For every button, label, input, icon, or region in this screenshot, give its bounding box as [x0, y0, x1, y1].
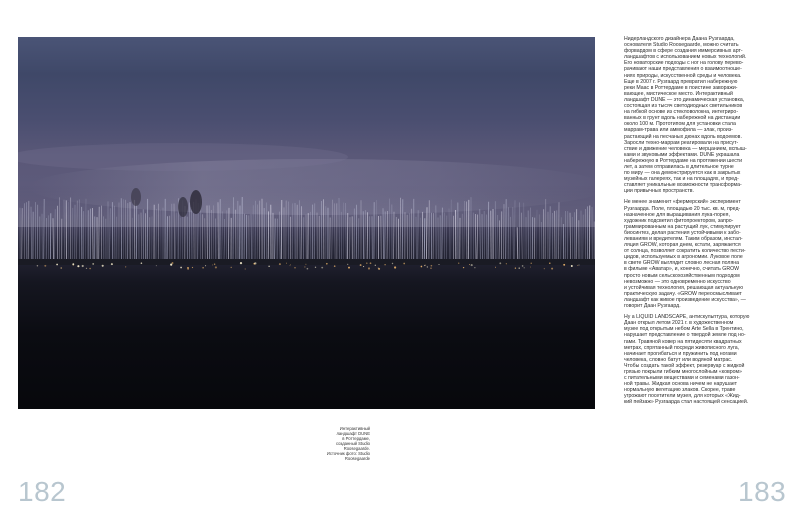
text-line: человека, словно батут или водяной матрас. [624, 356, 733, 363]
text-line: музейных галереях, так и на площадях, и пред- [624, 176, 739, 183]
text-line: с питательными веществами и семенами газон- [624, 375, 740, 382]
caption-line: Roosegaarde. [343, 446, 370, 451]
city-light [549, 263, 550, 264]
light-stalk [510, 217, 511, 261]
text-line: невозможно — это одновременно искусство [624, 278, 731, 285]
city-light [321, 267, 323, 269]
city-light [375, 265, 376, 266]
city-light [86, 268, 87, 269]
city-light [515, 267, 516, 268]
city-light [474, 267, 475, 268]
city-light [439, 264, 440, 265]
city-light [430, 267, 432, 269]
city-light [125, 266, 126, 267]
text-line: ставляет уникальные возможности трансформа- [624, 182, 742, 189]
text-line: маррам-трава или аммофила — злак, произ- [624, 127, 733, 134]
text-line: ландшафт как живое произведение искусства», — [624, 296, 746, 303]
horizon-line [18, 259, 595, 265]
light-stalk [310, 212, 311, 261]
city-light [469, 264, 470, 265]
city-light [56, 264, 58, 266]
city-light [499, 262, 501, 264]
text-line: Еще в 2007 г. Рузгаард превратил набережную [624, 78, 738, 85]
city-light [268, 266, 269, 267]
text-line: в свете GROW выглядит словно лесная поляна [624, 260, 740, 267]
city-light [378, 268, 379, 269]
city-light [403, 263, 405, 265]
city-light [82, 265, 84, 267]
city-light [424, 265, 425, 266]
city-light [366, 262, 368, 264]
text-line: практическую задачу. «GROW переосмысливает [624, 290, 742, 297]
light-stalk [281, 200, 282, 261]
city-light [506, 263, 507, 264]
city-light [156, 265, 157, 266]
caption-line: Roosegaarde [344, 456, 370, 461]
text-line: ствие и движение человека — мерцанием, вспыш- [624, 145, 747, 152]
page-number-left: 182 [18, 476, 67, 507]
light-stalk [426, 207, 427, 261]
light-stalk [418, 210, 419, 261]
city-light [305, 264, 306, 265]
text-line: метрах, спрятанный посреди живописного луга, [624, 344, 740, 351]
light-stalk [482, 214, 483, 261]
city-light [240, 262, 242, 264]
city-light [524, 267, 525, 268]
city-light [231, 267, 232, 268]
text-line: набережную в Роттердаме на протяжении шести [624, 157, 743, 164]
light-stalk [22, 208, 23, 261]
light-stalk [350, 217, 351, 261]
city-light [92, 263, 94, 265]
city-light [431, 265, 433, 267]
city-light [458, 263, 459, 264]
light-stalk [550, 206, 551, 261]
paragraph [624, 199, 790, 309]
text-line: гами. Травяной ковер на пятидесяти квадратных [624, 338, 742, 345]
caption-line: Интерактивный [339, 426, 370, 431]
city-light [530, 267, 531, 268]
text-line: Заросли техно-маррам реагировали на присут- [624, 139, 739, 146]
text-line: лет, а затем отправилась в длительное турне [624, 163, 734, 170]
light-stalk [207, 206, 208, 262]
text-line: основателя Studio Roosegaarde, можно считать [624, 42, 739, 49]
page-number-right: 183 [738, 476, 787, 507]
paragraph [624, 314, 790, 405]
city-light [72, 263, 74, 265]
city-light [334, 265, 336, 267]
light-stalk [330, 218, 331, 262]
text-line: угрожают посетители музея, для которых «Жид- [624, 393, 741, 400]
city-light [471, 264, 473, 266]
city-light [215, 266, 217, 268]
city-light [368, 267, 370, 269]
text-line: биосинтез, делая растения устойчивыми к забо- [624, 229, 741, 236]
text-line: Рузгаарда. Поле, площадью 20 тыс. кв. м, пред- [624, 205, 741, 212]
light-stalk [589, 206, 590, 262]
city-light [427, 266, 428, 267]
city-light [170, 264, 172, 266]
text-line: в фильме «Аватар», и, конечно, считать GROW [624, 266, 740, 273]
city-light [77, 265, 79, 267]
city-light [463, 267, 464, 268]
city-light [286, 263, 287, 264]
caption-line: в Роттердаме, [342, 436, 370, 441]
caption-line: созданный Studio [335, 441, 370, 446]
paragraph [624, 36, 790, 194]
city-light [279, 263, 281, 265]
light-stalk [301, 206, 302, 261]
city-light [577, 265, 578, 266]
city-light [102, 265, 104, 267]
text-line: вающее, мистическое место. Интерактивный [624, 90, 733, 97]
text-line: состоящая из тысяч светодиодных светильников [624, 103, 743, 110]
light-stalk [488, 202, 489, 261]
city-light [180, 267, 182, 269]
city-light [245, 268, 246, 269]
text-line: Его новаторские подходы с ног на голову перево- [624, 60, 744, 67]
text-line: ниях природы, искусственной среды и человека. [624, 72, 742, 79]
light-stalk [541, 222, 542, 261]
night-landscape-illustration [18, 37, 595, 409]
visitor-silhouette [178, 197, 188, 217]
city-light [304, 266, 305, 267]
dune-installation-photo [18, 37, 595, 409]
city-light [315, 267, 316, 268]
city-light [111, 263, 113, 265]
city-light [141, 262, 143, 264]
city-light [421, 266, 423, 268]
light-stalk [28, 201, 29, 261]
light-stalk [53, 218, 54, 261]
cloud-band [18, 143, 348, 171]
text-line: Чтобы создать такой эффект, резервуар с жидкой [624, 362, 745, 369]
city-light [394, 266, 396, 268]
text-line: рачивают наши представления о взаимоотноше- [624, 66, 742, 73]
light-stalk [385, 212, 386, 262]
text-line: говорит Даан Рузгаард. [624, 303, 681, 310]
light-stalk [44, 199, 45, 261]
text-line: нормальную вегетацию злаков. Скорее, траве [624, 387, 736, 394]
city-light [202, 267, 204, 269]
city-light [531, 263, 532, 264]
text-line: нарушает представление о твердой земле под но- [624, 332, 746, 339]
photo-caption [318, 426, 370, 461]
text-line: леваниям и вредителям. Таким образом, инстал- [624, 236, 743, 242]
city-light [89, 268, 91, 270]
light-stalk [381, 216, 382, 261]
city-light [214, 263, 215, 264]
text-line: ляция GROW, которая днем, кстати, заряжается [624, 242, 741, 249]
text-line: начинает прогибаться и пружинить под ногами [624, 350, 737, 357]
city-light [294, 267, 295, 268]
city-light [290, 264, 291, 265]
city-light [363, 266, 364, 267]
city-light [544, 268, 545, 269]
light-stalk [363, 211, 364, 261]
text-line: около 100 м. Прототипом для установки стала [624, 121, 736, 128]
city-light [172, 262, 174, 264]
text-line: ной травы. Жидкая основа ничем не нарушает [624, 381, 737, 388]
city-light [326, 263, 328, 265]
city-light [307, 268, 309, 270]
light-stalk [517, 227, 518, 261]
text-line: от солнца, позволяет сократить количество пести- [624, 248, 746, 255]
city-light [61, 268, 62, 269]
text-line: растающий на песчаных дюнах вдоль водоемов. [624, 133, 742, 140]
text-line: ландшафт DUNE — это динамическая установка, [624, 96, 745, 103]
city-light [192, 267, 193, 268]
city-light [571, 265, 573, 267]
text-line: просто новым сельскохозяйственным подходом [624, 272, 740, 279]
city-light [551, 268, 553, 270]
text-line: цидов, используемых в агрономии. Луковое поле [624, 254, 743, 261]
text-line: граммированным на растущий лук, стимулирует [624, 223, 741, 230]
text-line: кий пейзаж» Рузгаарда стал настоящей сенсацией. [624, 399, 749, 406]
text-line: ции привычных пространств. [624, 188, 694, 195]
city-light [519, 268, 520, 269]
light-stalk [299, 200, 300, 261]
text-line: ками и звуковыми эффектами. DUNE украшала [624, 151, 740, 158]
city-light [348, 267, 350, 269]
city-light [254, 262, 256, 264]
city-light [370, 262, 372, 264]
text-line: художник подсветил фитопроектором, запро- [624, 217, 734, 224]
text-line: Даан открыл летом 2021 г. в художественном [624, 320, 734, 327]
text-line: ландшафтов с использованием новых технологий. [624, 54, 747, 61]
city-light [205, 265, 206, 266]
light-stalk [576, 209, 577, 261]
text-line: на гибкой основе из стекловолокна, интегриро- [624, 109, 739, 116]
text-line: форвардом в сфере создания иммерсивных арт- [624, 48, 743, 55]
light-stalk [99, 207, 100, 261]
city-light [522, 265, 524, 267]
city-light [495, 267, 496, 268]
text-line: и устойчивая технология, решающая актуальную [624, 284, 744, 291]
city-light [290, 265, 291, 266]
light-stalk [424, 218, 425, 261]
text-line: Ну а LIQUID LANDSCAPE, антискульптура, которую [624, 314, 750, 321]
text-line: Не менее знаменит «фермерский» эксперимент [624, 199, 741, 206]
article-body [624, 36, 790, 411]
city-light [347, 264, 348, 265]
city-light [563, 264, 564, 265]
text-line: Нидерландского дизайнера Даана Рузгаарда, [624, 36, 735, 42]
light-stalk [433, 213, 434, 261]
text-line: грязью покрыли гибким многослойным «ковром» [624, 368, 742, 375]
caption-line: Источник фото: Studio [326, 451, 370, 456]
text-line: ванных в грунт вдоль набережной на дистанции [624, 115, 741, 122]
text-line: по миру — она демонстрируется как в закрытых [624, 170, 741, 177]
text-line: реки Маас в Роттердаме в поистине заворажи- [624, 84, 738, 91]
city-light [44, 265, 46, 267]
city-light [37, 265, 38, 266]
light-stalk [402, 199, 403, 261]
city-light [212, 264, 213, 265]
visitor-silhouette [190, 190, 202, 214]
text-line: музее под открытым небом Arte Sella в Трентино, [624, 326, 744, 333]
visitor-silhouette [131, 188, 141, 206]
caption-line: ландшафт DUNE [336, 431, 370, 436]
city-light [579, 265, 580, 266]
light-stalk [506, 199, 507, 261]
light-stalk [367, 212, 368, 261]
text-line: назначенное для выращивания лука-порея, [624, 211, 730, 218]
city-light [360, 264, 362, 266]
light-stalk [442, 208, 443, 261]
city-light [384, 264, 385, 265]
city-light [187, 268, 189, 270]
city-light [392, 263, 393, 264]
